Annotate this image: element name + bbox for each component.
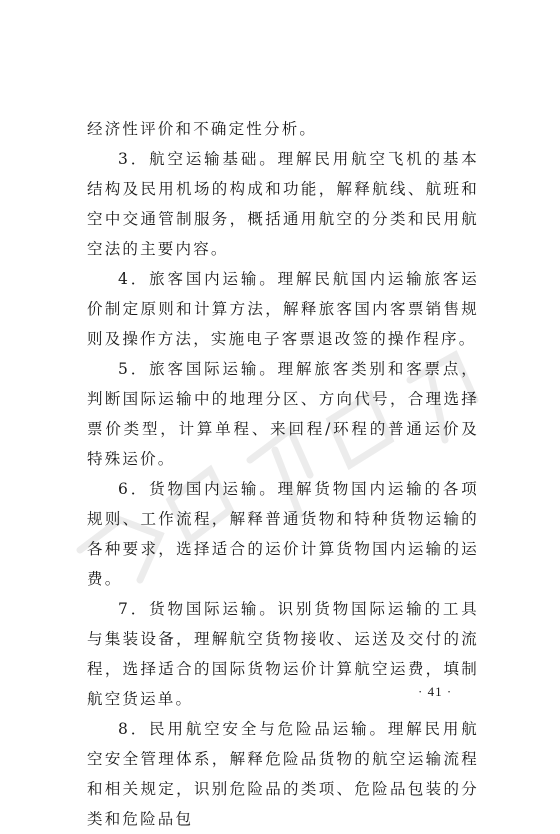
paragraph-item-6: 6．货物国内运输。理解货物国内运输的各项规则、工作流程，解释普通货物和特种货物运输的各种要求，选择适合的运价计算货物国内运输的运费。	[87, 480, 479, 588]
paragraph-item-4: 4．旅客国内运输。理解民航国内运输旅客运价制定原则和计算方法，解释旅客国内客票销售规则及操作方法，实施电子客票退改签的操作程序。	[87, 270, 479, 348]
paragraph-item-8: 8．民用航空安全与危险品运输。理解民用航空安全管理体系，解释危险品货物的航空运输流程和相关规定，识别危险品的类项、危险品包装的分类和危险品包	[87, 720, 479, 828]
page-number: · 41 ·	[418, 684, 453, 699]
paragraph-item-3: 3．航空运输基础。理解民用航空飞机的基本结构及民用机场的构成和功能，解释航线、航班和空中交通管制服务，概括通用航空的分类和民用航空法的主要内容。	[87, 150, 479, 258]
paragraph-item-5: 5．旅客国际运输。理解旅客类别和客票点，判断国际运输中的地理分区、方向代号，合理选择票价类型，计算单程、来回程/环程的普通运价及特殊运价。	[87, 360, 479, 468]
document-body	[87, 114, 479, 834]
paragraph-continuation: 经济性评价和不确定性分析。	[87, 120, 318, 138]
paragraph-item-7: 7．货物国际运输。识别货物国际运输的工具与集装设备，理解航空货物接收、运送及交付的流程，选择适合的国际货物运价计算航空运费，填制航空货运单。	[87, 600, 479, 708]
